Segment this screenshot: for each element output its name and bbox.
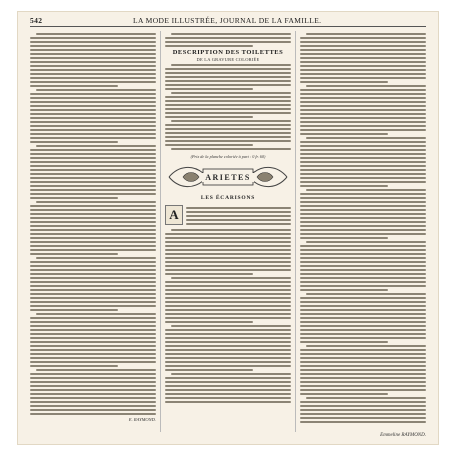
text-line — [171, 120, 291, 122]
text-line — [300, 93, 426, 95]
text-line — [306, 85, 426, 87]
text-line — [171, 229, 291, 231]
text-line — [306, 345, 426, 347]
journal-title: LA MODE ILLUSTRÉE, JOURNAL DE LA FAMILLE. — [132, 15, 322, 25]
text-line — [36, 369, 156, 371]
text-line — [186, 219, 291, 221]
text-line — [165, 140, 291, 142]
text-line — [165, 72, 291, 74]
text-line — [300, 177, 426, 179]
text-line — [30, 325, 156, 327]
text-line — [30, 105, 156, 107]
text-line — [30, 277, 156, 279]
text-line — [300, 133, 388, 135]
text-line — [165, 144, 253, 146]
text-line — [300, 81, 388, 83]
text-line — [36, 89, 156, 91]
text-line — [300, 257, 426, 259]
text-line — [165, 377, 291, 379]
text-line — [300, 197, 426, 199]
text-line — [165, 301, 291, 303]
text-line — [30, 77, 156, 79]
text-line — [30, 129, 156, 131]
text-line — [30, 73, 156, 75]
text-line — [165, 41, 291, 43]
text-line — [171, 325, 291, 327]
text-line — [300, 153, 426, 155]
text-line — [165, 389, 291, 391]
text-line — [300, 53, 426, 55]
text-line — [30, 289, 156, 291]
text-line — [300, 297, 426, 299]
text-line — [165, 333, 291, 335]
text-line — [165, 261, 291, 263]
text-line — [165, 273, 253, 275]
text-line — [300, 113, 426, 115]
text-line — [30, 265, 156, 267]
text-line — [300, 205, 426, 207]
section-title: LES ÉCARISONS — [200, 195, 256, 201]
text-line — [30, 81, 156, 83]
text-line — [300, 237, 388, 239]
text-line — [30, 341, 156, 343]
text-line — [30, 209, 156, 211]
text-line — [165, 385, 291, 387]
text-line — [30, 177, 156, 179]
toilettes-heading: DESCRIPTION DES TOILETTES — [172, 49, 284, 56]
text-line — [300, 193, 426, 195]
text-line — [30, 149, 156, 151]
text-line — [300, 65, 426, 67]
text-line — [165, 397, 291, 399]
column-2 — [165, 31, 291, 434]
page-number: 542 — [30, 15, 43, 25]
text-line — [165, 357, 291, 359]
text-line — [30, 49, 156, 51]
text-line — [30, 413, 156, 415]
text-line — [30, 53, 156, 55]
text-line — [300, 417, 426, 419]
text-line — [300, 281, 426, 283]
text-line — [165, 317, 291, 319]
text-line — [300, 105, 426, 107]
text-line — [171, 33, 291, 35]
text-line — [30, 165, 156, 167]
text-line — [165, 305, 291, 307]
text-line — [30, 393, 156, 395]
text-line — [30, 153, 156, 155]
text-line — [165, 269, 291, 271]
text-line — [165, 108, 291, 110]
text-line — [300, 353, 426, 355]
text-line — [300, 305, 426, 307]
text-line — [300, 129, 426, 131]
text-line — [165, 337, 291, 339]
text-line — [30, 357, 156, 359]
text-line — [36, 201, 156, 203]
text-line — [300, 405, 426, 407]
text-line — [300, 181, 426, 183]
text-line — [30, 285, 156, 287]
text-line — [36, 33, 156, 35]
text-line — [300, 69, 426, 71]
text-line — [30, 345, 156, 347]
text-line — [165, 309, 291, 311]
section-banner — [165, 162, 291, 192]
text-line — [300, 173, 426, 175]
text-line — [30, 297, 156, 299]
text-line — [165, 233, 291, 235]
text-line — [165, 100, 291, 102]
text-line — [306, 293, 426, 295]
text-line — [30, 125, 156, 127]
text-line — [165, 293, 291, 295]
text-line — [30, 353, 156, 355]
text-line — [171, 64, 291, 66]
text-line — [30, 101, 156, 103]
text-line — [300, 357, 426, 359]
text-line — [30, 253, 118, 255]
text-line — [30, 157, 156, 159]
text-line — [30, 317, 156, 319]
text-line — [300, 89, 426, 91]
text-line — [30, 197, 118, 199]
text-line — [165, 349, 291, 351]
text-line — [186, 215, 291, 217]
text-line — [165, 136, 291, 138]
text-line — [165, 345, 291, 347]
text-line — [30, 273, 156, 275]
text-line — [165, 353, 291, 355]
text-line — [300, 161, 426, 163]
text-line — [300, 333, 426, 335]
toilettes-subheading: DE LA GRAVURE COLORIÉE — [196, 57, 260, 62]
text-line — [165, 88, 253, 90]
text-line — [300, 213, 426, 215]
text-line — [30, 133, 156, 135]
text-line — [300, 369, 426, 371]
text-line — [165, 249, 291, 251]
text-line — [30, 397, 156, 399]
text-line — [300, 125, 426, 127]
text-line — [171, 277, 291, 279]
text-line — [300, 117, 426, 119]
text-line — [30, 349, 156, 351]
plate-price-note: (Prix de la planche coloriée à part : 0 fr. 60) — [190, 154, 266, 159]
text-line — [300, 341, 388, 343]
text-line — [171, 148, 291, 150]
text-line — [30, 193, 156, 195]
text-line — [165, 257, 291, 259]
text-line — [30, 185, 156, 187]
text-line — [165, 68, 291, 70]
text-line — [300, 201, 426, 203]
text-line — [300, 141, 426, 143]
text-line — [300, 45, 426, 47]
text-line — [30, 189, 156, 191]
text-line — [165, 381, 291, 383]
text-line — [30, 249, 156, 251]
text-line — [300, 285, 426, 287]
text-line — [300, 57, 426, 59]
text-line — [300, 277, 426, 279]
text-line — [300, 41, 426, 43]
text-line — [30, 217, 156, 219]
column-signature: E. RAYMOND. — [128, 417, 156, 422]
text-line — [300, 157, 426, 159]
column-divider — [160, 31, 161, 432]
text-line — [30, 213, 156, 215]
text-line — [30, 305, 156, 307]
column-3 — [300, 31, 426, 434]
text-line — [300, 377, 426, 379]
text-line — [300, 121, 426, 123]
text-line — [30, 41, 156, 43]
text-line — [300, 101, 426, 103]
text-line — [300, 381, 426, 383]
text-line — [165, 112, 291, 114]
text-line — [30, 401, 156, 403]
text-line — [30, 329, 156, 331]
text-line — [300, 169, 426, 171]
text-line — [300, 329, 426, 331]
text-line — [165, 245, 291, 247]
text-line — [306, 189, 426, 191]
text-line — [165, 365, 291, 367]
text-line — [186, 207, 291, 209]
text-line — [165, 369, 253, 371]
text-line — [30, 237, 156, 239]
text-line — [300, 61, 426, 63]
text-line — [165, 297, 291, 299]
text-line — [165, 116, 253, 118]
text-line — [300, 301, 426, 303]
text-line — [30, 93, 156, 95]
text-line — [30, 113, 156, 115]
text-line — [300, 309, 426, 311]
text-line — [300, 269, 426, 271]
text-line — [300, 421, 426, 423]
text-line — [300, 261, 426, 263]
text-line — [165, 253, 291, 255]
banner-title: ARIETES — [202, 173, 254, 182]
text-line — [165, 321, 253, 323]
text-line — [30, 337, 156, 339]
text-line — [300, 77, 426, 79]
text-line — [30, 225, 156, 227]
text-line — [30, 389, 156, 391]
text-line — [300, 337, 426, 339]
text-line — [300, 249, 426, 251]
text-line — [30, 377, 156, 379]
text-line — [30, 405, 156, 407]
text-line — [30, 269, 156, 271]
text-line — [300, 185, 388, 187]
text-line — [165, 401, 291, 403]
text-line — [30, 137, 156, 139]
column-1 — [30, 31, 156, 434]
text-line — [300, 37, 426, 39]
text-line — [300, 109, 426, 111]
article-start — [165, 205, 291, 227]
text-line — [165, 281, 291, 283]
text-line — [300, 229, 426, 231]
text-line — [300, 317, 426, 319]
text-line — [300, 325, 426, 327]
text-line — [165, 76, 291, 78]
text-line — [30, 333, 156, 335]
text-line — [300, 73, 426, 75]
text-line — [165, 237, 291, 239]
text-line — [30, 409, 156, 411]
text-line — [165, 128, 291, 130]
text-line — [165, 361, 291, 363]
text-line — [165, 341, 291, 343]
text-line — [306, 33, 426, 35]
text-line — [30, 381, 156, 383]
text-line — [300, 349, 426, 351]
text-line — [300, 265, 426, 267]
text-line — [300, 373, 426, 375]
drop-cap: A — [165, 205, 183, 225]
text-line — [165, 329, 291, 331]
text-line — [30, 37, 156, 39]
text-line — [300, 393, 388, 395]
text-line — [300, 149, 426, 151]
text-line — [30, 309, 118, 311]
column-divider — [295, 31, 296, 432]
text-line — [300, 289, 388, 291]
text-line — [30, 141, 118, 143]
text-line — [30, 109, 156, 111]
newspaper-page — [18, 12, 438, 444]
text-line — [30, 57, 156, 59]
text-line — [306, 137, 426, 139]
text-line — [300, 409, 426, 411]
text-line — [300, 145, 426, 147]
text-line — [165, 265, 291, 267]
text-line — [300, 245, 426, 247]
text-line — [300, 217, 426, 219]
text-line — [30, 45, 156, 47]
text-line — [300, 225, 426, 227]
text-line — [30, 365, 118, 367]
text-line — [36, 313, 156, 315]
text-line — [165, 45, 253, 47]
text-line — [36, 257, 156, 259]
text-line — [30, 281, 156, 283]
text-line — [30, 85, 118, 87]
text-line — [171, 373, 291, 375]
text-line — [300, 385, 426, 387]
text-line — [300, 221, 426, 223]
text-line — [300, 49, 426, 51]
text-line — [30, 121, 156, 123]
text-line — [300, 273, 426, 275]
text-line — [165, 80, 291, 82]
text-line — [300, 313, 426, 315]
text-line — [165, 393, 291, 395]
text-line — [300, 253, 426, 255]
text-line — [30, 65, 156, 67]
text-line — [165, 37, 291, 39]
text-line — [30, 229, 156, 231]
text-line — [30, 241, 156, 243]
text-line — [30, 261, 156, 263]
text-line — [171, 92, 291, 94]
text-line — [30, 385, 156, 387]
text-line — [165, 285, 291, 287]
text-line — [165, 96, 291, 98]
text-line — [186, 223, 291, 225]
text-line — [165, 132, 291, 134]
text-line — [30, 293, 156, 295]
text-line — [165, 124, 291, 126]
text-line — [30, 69, 156, 71]
text-line — [30, 161, 156, 163]
text-line — [30, 321, 156, 323]
text-line — [30, 301, 156, 303]
text-line — [300, 321, 426, 323]
text-line — [165, 104, 291, 106]
text-line — [186, 211, 291, 213]
text-line — [165, 313, 291, 315]
text-line — [30, 221, 156, 223]
text-line — [300, 233, 426, 235]
text-line — [30, 61, 156, 63]
text-line — [30, 361, 156, 363]
text-line — [30, 181, 156, 183]
author-signature: Emmeline RAYMOND. — [380, 433, 426, 438]
text-line — [36, 145, 156, 147]
text-line — [30, 373, 156, 375]
text-line — [30, 97, 156, 99]
text-line — [306, 241, 426, 243]
text-line — [165, 84, 291, 86]
text-line — [165, 241, 291, 243]
text-line — [30, 205, 156, 207]
text-line — [30, 233, 156, 235]
text-line — [300, 209, 426, 211]
text-line — [300, 413, 426, 415]
text-line — [306, 397, 426, 399]
text-line — [300, 365, 426, 367]
text-line — [300, 165, 426, 167]
text-line — [300, 389, 426, 391]
text-line — [300, 361, 426, 363]
text-line — [165, 289, 291, 291]
text-line — [30, 245, 156, 247]
text-line — [30, 173, 156, 175]
page-header — [30, 15, 426, 25]
text-line — [300, 401, 426, 403]
text-line — [30, 169, 156, 171]
text-line — [300, 97, 426, 99]
header-rule — [30, 26, 426, 27]
text-line — [30, 117, 156, 119]
